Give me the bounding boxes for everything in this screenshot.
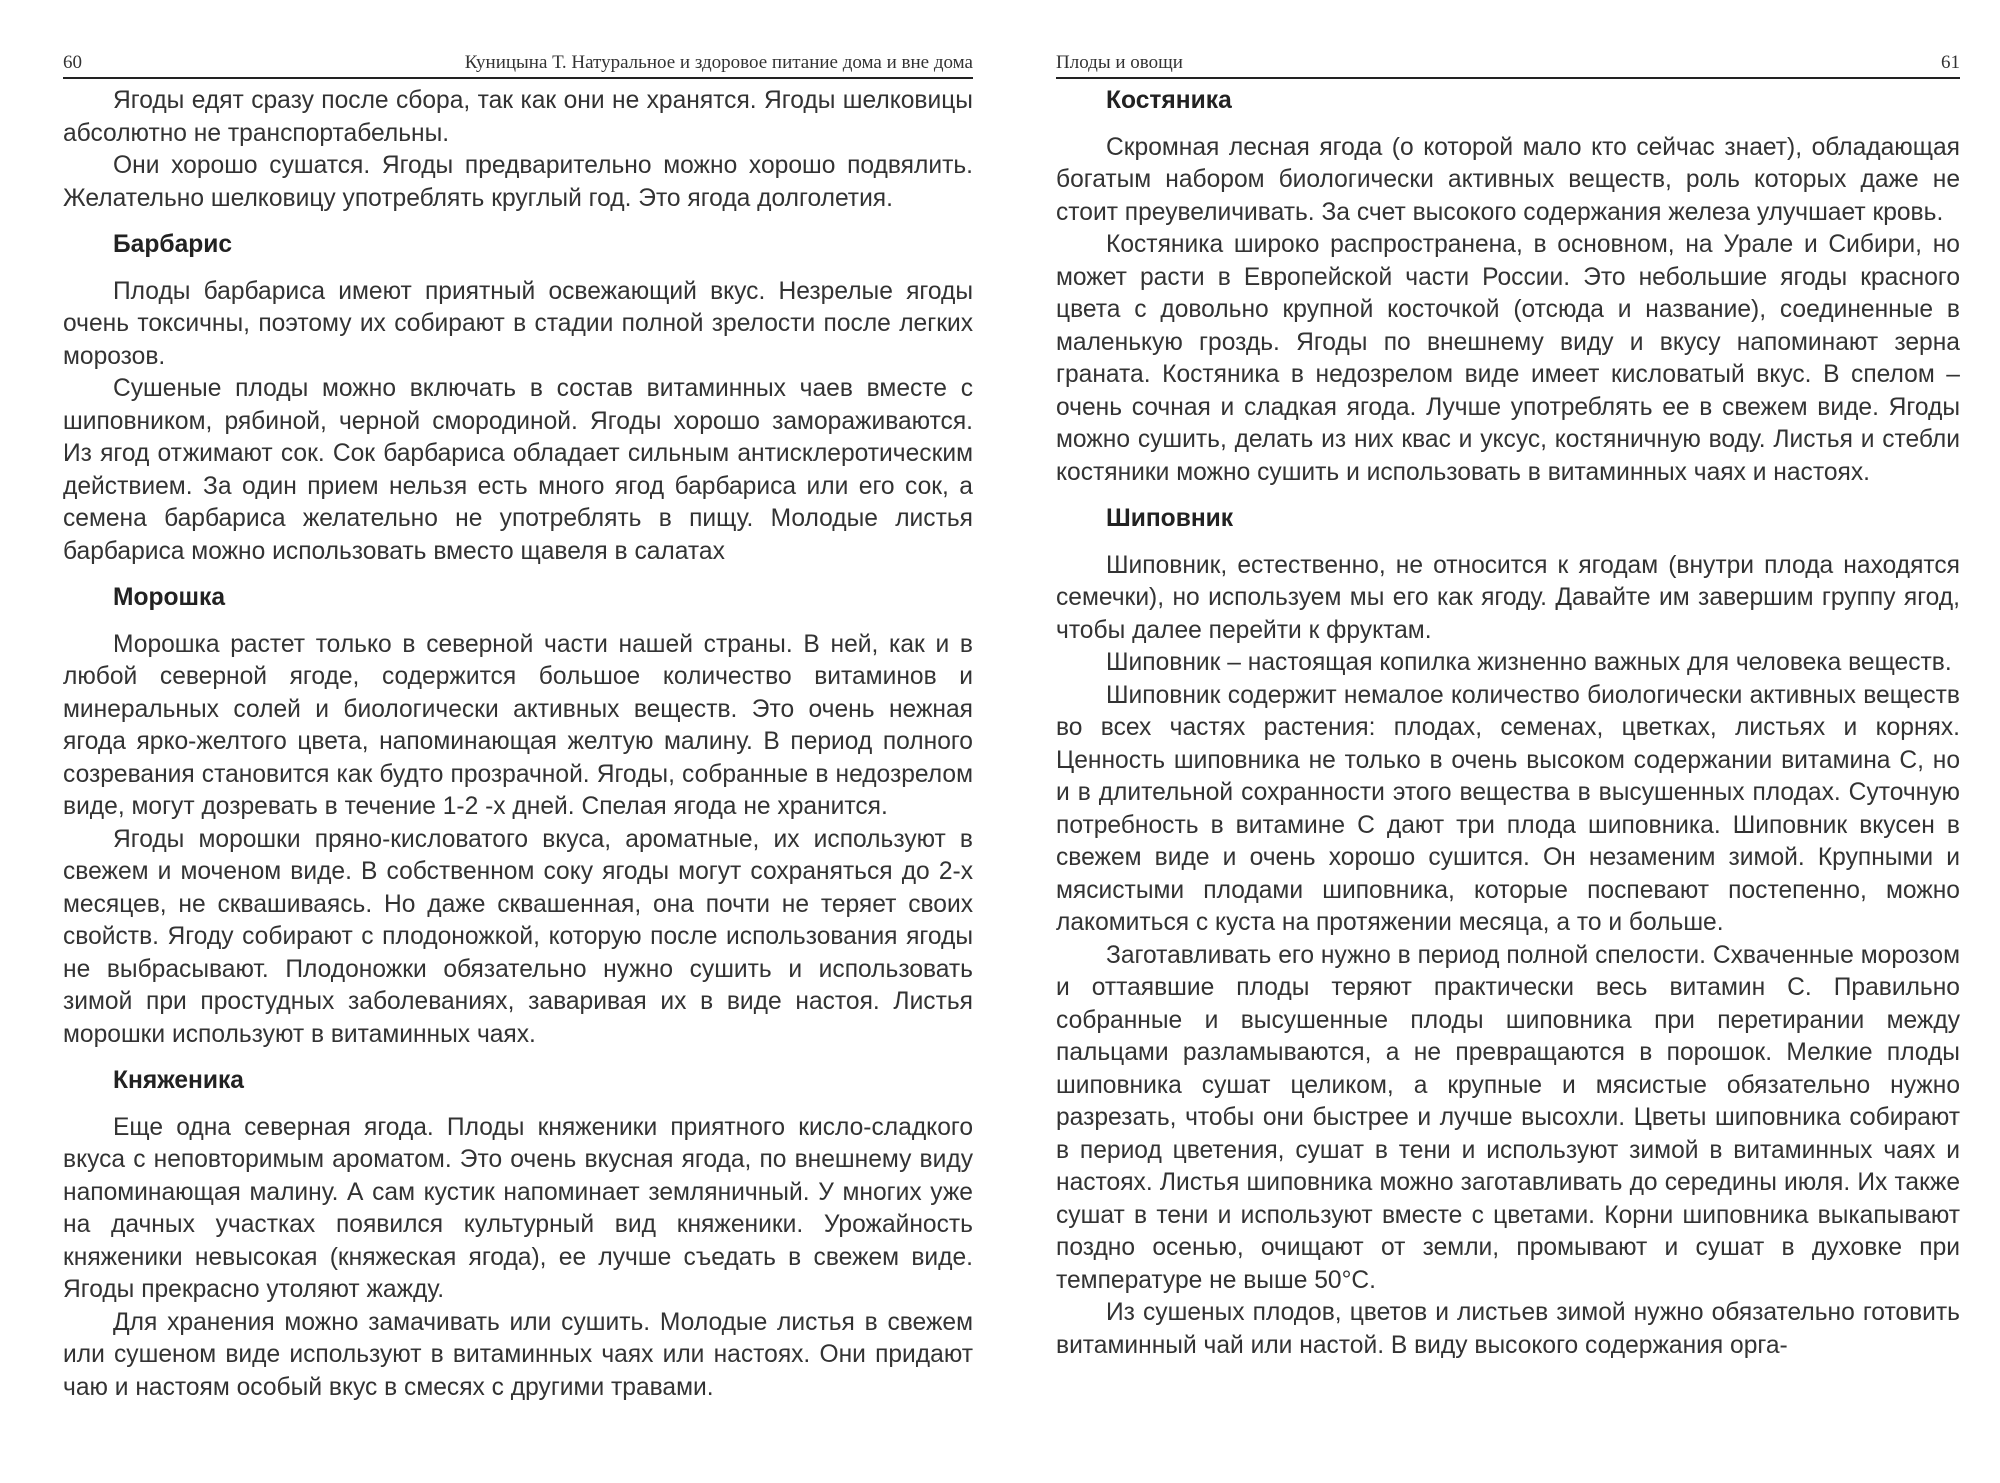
paragraph: Для хранения можно замачивать или сушить. Молодые листья в свежем или сушеном виде используют в витаминных чаях или настоях. Они придают чаю и настоям особый вкус в смесях с другими травами. xyxy=(63,1308,973,1401)
paragraph: Скромная лесная ягода (о которой мало кто сейчас знает), обладающая богатым набором биологически активных веществ, роль которых даже не стоит преувеличивать. За счет высокого содержания железа улучшает кровь. xyxy=(1056,133,1960,226)
paragraph: Морошка растет только в северной части нашей страны. В ней, как и в любой северной ягоде, содержится большое количество витаминов и минеральных солей и биологически активных веществ. Это очень нежная ягода ярко-желтого цвета, напоминающая желтую малину. В период полного созревания становится как будто прозрачной. Ягоды, собранные в недозрелом виде, могут дозревать в течение 1-2 -х дней. Спелая ягода не хранится. xyxy=(63,630,973,820)
running-title: Куницына Т. Натуральное и здоровое питание дома и вне дома xyxy=(464,52,973,73)
paragraph: Ягоды едят сразу после сбора, так как они не хранятся. Ягоды шелковицы абсолютно не транспортабельны. xyxy=(63,87,973,147)
paragraph: Заготавливать его нужно в период полной спелости. Схваченные морозом и оттаявшие плоды теряют практически весь витамин С. Правильно собранные и высушенные плоды шиповника при перетирании между пальцами разламываются, а не превращаются в порошок. Мелкие плоды шиповника сушат целиком, а крупные и мясистые обязательно нужно разрезать, чтобы они быстрее и лучше высохли. Цветы шиповника собирают в период цветения, сушат в тени и используют зимой в витаминных чаях и настоях. Листья шиповника можно заготавливать до середины июля. Их также сушат в тени и используют вместе с цветами. Корни шиповника выкапывают поздно осенью, очищают от земли, промывают и сушат в духовке при температуре не выше 50°С. xyxy=(1056,941,1960,1294)
page-header xyxy=(1056,52,1960,79)
paragraph: Шиповник, естественно, не относится к ягодам (внутри плода находятся семечки), но используем мы его как ягоду. Давайте им завершим группу ягод, чтобы далее перейти к фруктам. xyxy=(1056,551,1960,644)
page-body xyxy=(63,85,973,1404)
paragraph: Еще одна северная ягода. Плоды княженики приятного кисло-сладкого вкуса с неповторимым ароматом. Это очень вкусная ягода, по внешнему виду напоминающая малину. А сам кустик напоминает земляничный. У многих уже на дачных участках появился культурный вид княженики. Урожайность княженики невысокая (княжеская ягода), ее лучше съедать в свежем виде. Ягоды прекрасно утоляют жажду. xyxy=(63,1113,973,1303)
paragraph: Они хорошо сушатся. Ягоды предварительно можно хорошо подвялить. Желательно шелковицу употреблять круглый год. Это ягода долголетия. xyxy=(63,152,973,212)
section-heading: Шиповник xyxy=(1106,505,1234,532)
section-heading: Морошка xyxy=(113,584,226,611)
section-heading: Барбарис xyxy=(113,231,233,258)
right-page xyxy=(1056,52,1960,1362)
page-header xyxy=(63,52,973,79)
page-body xyxy=(1056,85,1960,1362)
paragraph: Плоды барбариса имеют приятный освежающий вкус. Незрелые ягоды очень токсичны, поэтому их собирают в стадии полной зрелости после легких морозов. xyxy=(63,277,973,370)
paragraph: Сушеные плоды можно включать в состав витаминных чаев вместе с шиповником, рябиной, черной смородиной. Ягоды хорошо замораживаются. Из ягод отжимают сок. Сок барбариса обладает сильным антисклеротическим действием. За один прием нельзя есть много ягод барбариса или его сок, а семена барбариса желательно не употреблять в пищу. Молодые листья барбариса можно использовать вместо щавеля в салатах xyxy=(63,375,973,565)
running-title: Плоды и овощи xyxy=(1056,52,1183,73)
paragraph: Шиповник содержит немалое количество биологически активных веществ во всех частях растения: плодах, семенах, цветках, листьях и корнях. Ценность шиповника не только в очень высоком содержании витамина С, но и в длительной сохранности этого вещества в высушенных плодах. Суточную потребность в витамине С дают три плода шиповника. Шиповник вкусен в свежем виде и очень хорошо сушится. Он незаменим зимой. Крупными и мясистыми плодами шиповника, которые поспевают постепенно, можно лакомиться с куста на протяжении месяца, а то и больше. xyxy=(1056,681,1960,936)
page-number: 61 xyxy=(1941,52,1960,73)
paragraph: Костяника широко распространена, в основном, на Урале и Сибири, но может расти в Европейской части России. Это небольшие ягоды красного цвета с довольно крупной косточкой (отсюда и название), соединенные в маленькую гроздь. Ягоды по внешнему виду и вкусу напоминают зерна граната. Костяника в недозрелом виде имеет кисловатый вкус. В спелом – очень сочная и сладкая ягода. Лучше употреблять ее в свежем виде. Ягоды можно сушить, делать из них квас и уксус, костяничную воду. Листья и стебли костяники можно сушить и использовать в витаминных чаях и настоях. xyxy=(1056,231,1960,486)
page-number: 60 xyxy=(63,52,82,73)
left-page xyxy=(63,52,973,1404)
section-heading: Княженика xyxy=(113,1067,244,1094)
section-heading: Костяника xyxy=(1106,87,1232,114)
paragraph: Из сушеных плодов, цветов и листьев зимой нужно обязательно готовить витаминный чай или настой. В виду высокого содержания орга- xyxy=(1056,1299,1960,1359)
paragraph: Шиповник – настоящая копилка жизненно важных для человека веществ. xyxy=(1106,649,1952,676)
paragraph: Ягоды морошки пряно-кисловатого вкуса, ароматные, их используют в свежем и моченом виде. В собственном соку ягоды могут сохраняться до 2-х месяцев, не сквашиваясь. Но даже сквашенная, она почти не теряет своих свойств. Ягоду собирают с плодоножкой, которую после использования ягоды не выбрасывают. Плодоножки обязательно нужно сушить и использовать зимой при простудных заболеваниях, заваривая их в виде настоя. Листья морошки используют в витаминных чаях. xyxy=(63,825,973,1048)
